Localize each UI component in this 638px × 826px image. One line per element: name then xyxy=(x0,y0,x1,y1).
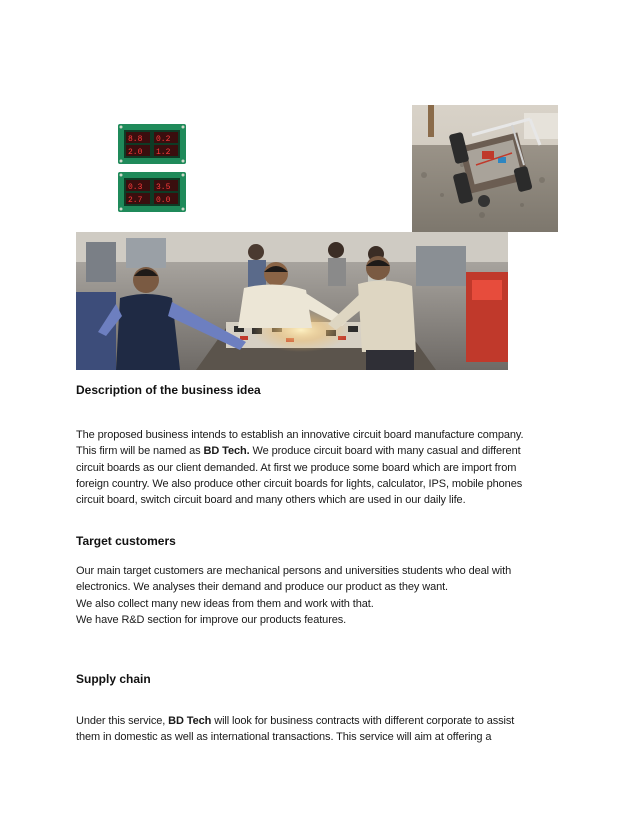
section-heading-description: Description of the business idea xyxy=(76,383,261,397)
target-customers-paragraph xyxy=(76,563,576,628)
svg-text:0.2: 0.2 xyxy=(156,135,171,144)
svg-text:1.2: 1.2 xyxy=(156,148,171,157)
svg-text:2.7: 2.7 xyxy=(128,196,143,205)
text-run: We produce circuit board with many casual and different xyxy=(249,445,521,458)
paragraph-line xyxy=(76,713,576,729)
text-run: will look for business contracts with different corporate to assist xyxy=(211,715,515,727)
text-run: Under this service, xyxy=(76,715,169,727)
svg-text:0.3: 0.3 xyxy=(128,183,143,192)
svg-text:2.0: 2.0 xyxy=(128,148,143,157)
svg-text:0.0: 0.0 xyxy=(156,196,171,205)
svg-text:3.5: 3.5 xyxy=(156,183,171,192)
paragraph-line: them in domestic as well as international transactions. This service will aim at offering a xyxy=(76,731,492,744)
paragraph-line: circuit boards as our client demanded. At first we produce some board which are import from xyxy=(76,461,517,474)
paragraph-line: electronics. We analyses their demand and produce our product as they want. xyxy=(76,581,449,594)
paragraph-line: We also collect many new ideas from them and work with that. xyxy=(76,597,374,610)
company-name-bold: BD Tech. xyxy=(203,445,250,458)
paragraph-line: The proposed business intends to establish an innovative circuit board manufacture company. xyxy=(76,429,524,441)
svg-text:8.8: 8.8 xyxy=(128,135,143,144)
paragraph-line: foreign country. We also produce other circuit boards for lights, calculator, IPS, mobile phones xyxy=(76,477,523,490)
company-name-bold: BD Tech xyxy=(168,715,212,727)
supply-chain-paragraph xyxy=(76,713,576,746)
section-heading-supply-chain: Supply chain xyxy=(76,672,151,686)
paragraph-line xyxy=(76,443,576,459)
section-heading-target-customers: Target customers xyxy=(76,534,176,548)
robot-image xyxy=(412,105,558,232)
paragraph-line: We have R&D section for improve our products features. xyxy=(76,613,347,626)
circuit-board-image xyxy=(116,122,188,214)
paragraph-line: Our main target customers are mechanical persons and universities students who deal with xyxy=(76,565,512,577)
description-paragraph xyxy=(76,427,576,508)
paragraph-line: circuit board, switch circuit board and many others which are used in our daily life. xyxy=(76,494,466,507)
lab-team-image xyxy=(76,232,508,370)
text-run: This firm will be named as xyxy=(76,445,204,458)
